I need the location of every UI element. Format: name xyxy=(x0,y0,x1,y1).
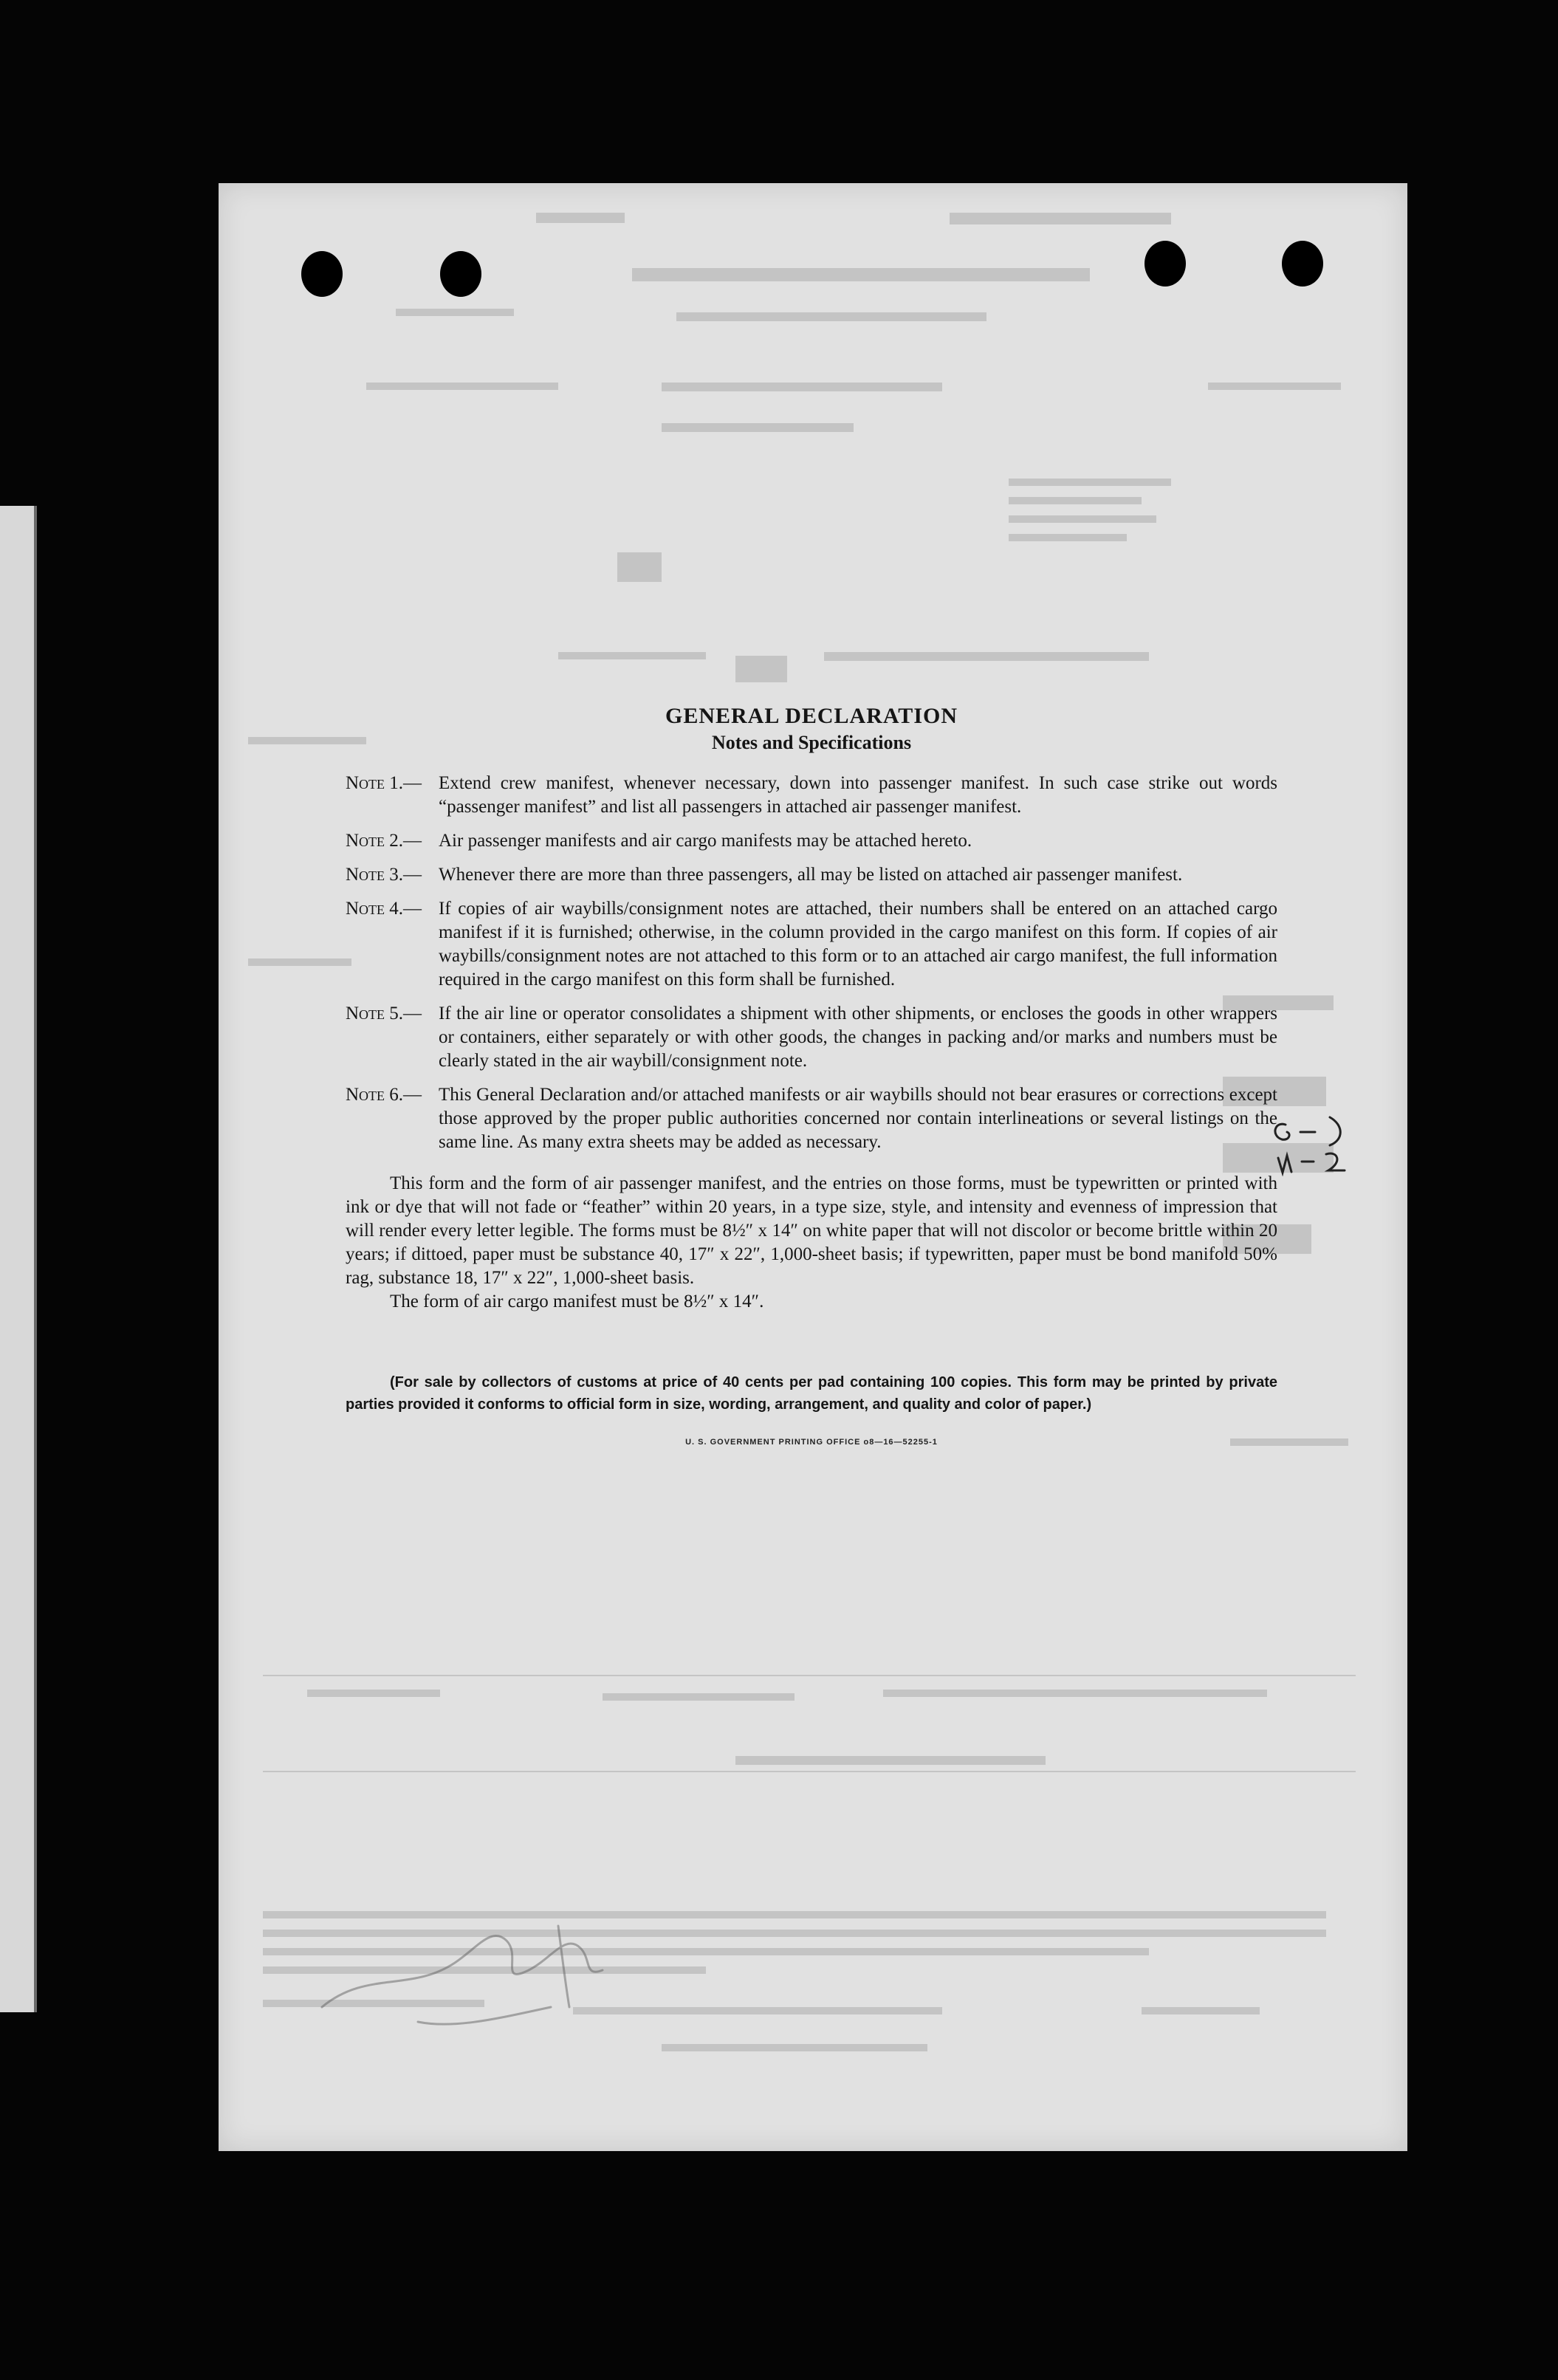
punch-hole xyxy=(301,251,343,297)
note-label: Note 2.— xyxy=(346,831,422,851)
punch-hole xyxy=(1282,241,1323,287)
handwritten-margin-mark xyxy=(1256,1110,1367,1176)
note-text: Air passenger manifests and air cargo manifests may be attached hereto. xyxy=(439,831,972,851)
punch-hole xyxy=(1145,241,1186,287)
document-subtitle: Notes and Specifications xyxy=(711,732,912,753)
note-text: This General Declaration and/or attached manifests or air waybills should not bear erasures or corrections except those approved by the proper public authorities concerned nor contain interlineations or several listings on the same line. As many extra sheets may be added as necessary. xyxy=(439,1085,1277,1152)
note-label: Note 1.— xyxy=(346,773,422,793)
printing-office-imprint: U. S. GOVERNMENT PRINTING OFFICE o8—16—52255-1 xyxy=(685,1438,938,1447)
note-label: Note 4.— xyxy=(346,899,422,919)
adjacent-page-edge xyxy=(34,506,37,2012)
cargo-manifest-size: The form of air cargo manifest must be 8½″ x 14″. xyxy=(390,1292,764,1311)
note-label: Note 6.— xyxy=(346,1085,422,1105)
note-1 xyxy=(346,772,1277,819)
document-title: GENERAL DECLARATION xyxy=(665,704,958,728)
handwritten-signature-icon xyxy=(307,1882,662,2044)
note-text: Whenever there are more than three passengers, all may be listed on attached air passenger manifest. xyxy=(439,865,1183,885)
note-text: If the air line or operator consolidates a shipment with other shipments, or encloses the goods in other wrappers or containers, either separately or with other goods, the changes in packing and/or marks and numbers must be clearly stated in the air waybill/consignment note. xyxy=(439,1004,1277,1071)
note-text: Extend crew manifest, whenever necessary, down into passenger manifest. In such case strike out words “passenger manifest” and list all passengers in attached air passenger manifest. xyxy=(439,773,1277,817)
note-2 xyxy=(346,829,1277,853)
sale-note: (For sale by collectors of customs at price of 40 cents per pad containing 100 copies. This form may be printed by private parties provided it conforms to official form in size, wording, arrangement, and quality and color of paper.) xyxy=(346,1374,1277,1413)
declaration-notes xyxy=(346,704,1277,1447)
punch-hole xyxy=(440,251,481,297)
note-label: Note 3.— xyxy=(346,865,422,885)
note-text: If copies of air waybills/consignment notes are attached, their numbers shall be entered on an attached cargo manifest if it is furnished; otherwise, in the column provided in the cargo manifest on this form. If copies of air waybills/consignment notes are not attached to this form or to an attached air cargo manifest, the full information required in the cargo manifest on this form shall be furnished. xyxy=(439,899,1277,990)
note-4 xyxy=(346,897,1277,992)
note-5 xyxy=(346,1002,1277,1073)
adjacent-page-strip xyxy=(0,506,34,2012)
note-3 xyxy=(346,863,1277,887)
form-requirements: This form and the form of air passenger manifest, and the entries on those forms, must be typewritten or printed with ink or dye that will not fade or “feather” within 20 years, in a type size, style, and intensity and evenness of impression that will render every letter legible. The forms must be 8½″ x 14″ on white paper that will not discolor or become brittle within 20 years; if dittoed, paper must be substance 40, 17″ x 22″, 1,000-sheet basis; if typewritten, paper must be bond manifold 50% rag, substance 18, 17″ x 22″, 1,000-sheet basis. xyxy=(346,1173,1277,1288)
note-label: Note 5.— xyxy=(346,1004,422,1023)
document-page xyxy=(219,183,1407,2151)
note-6 xyxy=(346,1083,1277,1154)
